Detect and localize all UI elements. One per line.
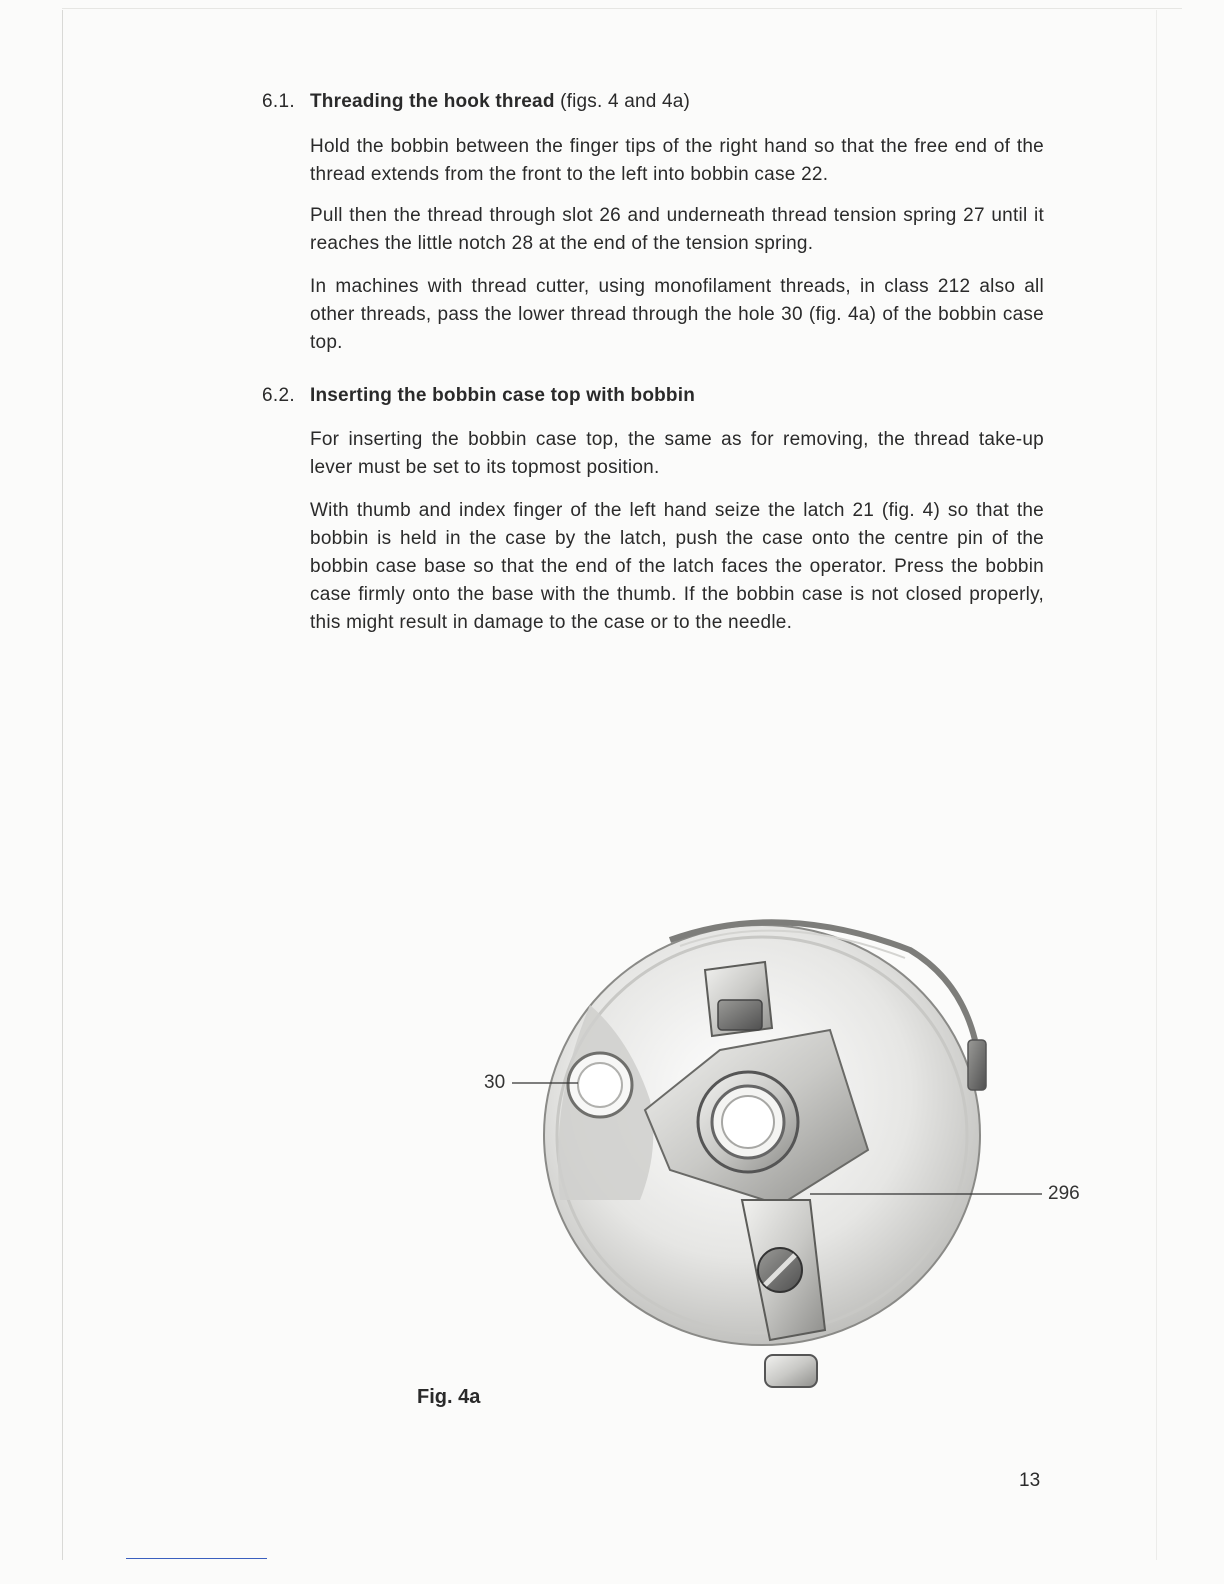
paragraph: For inserting the bobbin case top, the same as for removing, the thread take-up lever must be set to its topmost position. xyxy=(310,429,1044,478)
callout-label: 30 xyxy=(484,1072,506,1093)
side-clip xyxy=(968,1040,986,1090)
paragraph: Hold the bobbin between the finger tips of the right hand so that the free end of the thread extends from the front to the left into bobbin case 22. xyxy=(310,136,1044,185)
paragraph: Pull then the thread through slot 26 and underneath thread tension spring 27 until it reaches the little notch 28 at the end of the tension spring. xyxy=(310,205,1044,254)
latch-tab xyxy=(765,1355,817,1387)
paragraph: In machines with thread cutter, using monofilament threads, in class 212 also all other threads, pass the lower thread through the hole 30 (fig. 4a) of the bobbin case top. xyxy=(310,276,1044,353)
paragraph: With thumb and index finger of the left hand seize the latch 21 (fig. 4) so that the bobbin is held in the case by the latch, push the case onto the centre pin of the bobbin case base so that the end of the latch faces the operator. Press the bobbin case firmly onto the base with the thumb. If the bobbin case is not closed properly, this might result in damage to the case or to the needle. xyxy=(310,500,1044,633)
bottom-rule xyxy=(126,1558,267,1559)
section-title: Threading the hook thread xyxy=(310,91,555,112)
callout-label: 296 xyxy=(1048,1183,1080,1204)
section-title-suffix: (figs. 4 and 4a) xyxy=(554,91,691,112)
section-title: Inserting the bobbin case top with bobbin xyxy=(310,385,696,406)
bobbin-case-figure xyxy=(480,900,1100,1420)
scan-edge-right xyxy=(1156,10,1157,1560)
page-number: 13 xyxy=(1019,1470,1041,1491)
scan-edge-top xyxy=(62,8,1182,9)
section-number: 6.2. xyxy=(262,385,295,406)
figure-caption: Fig. 4a xyxy=(417,1386,481,1408)
section-heading xyxy=(310,385,695,407)
section-number: 6.1. xyxy=(262,91,295,112)
scan-edge-left xyxy=(62,10,63,1560)
section-heading xyxy=(310,91,690,113)
